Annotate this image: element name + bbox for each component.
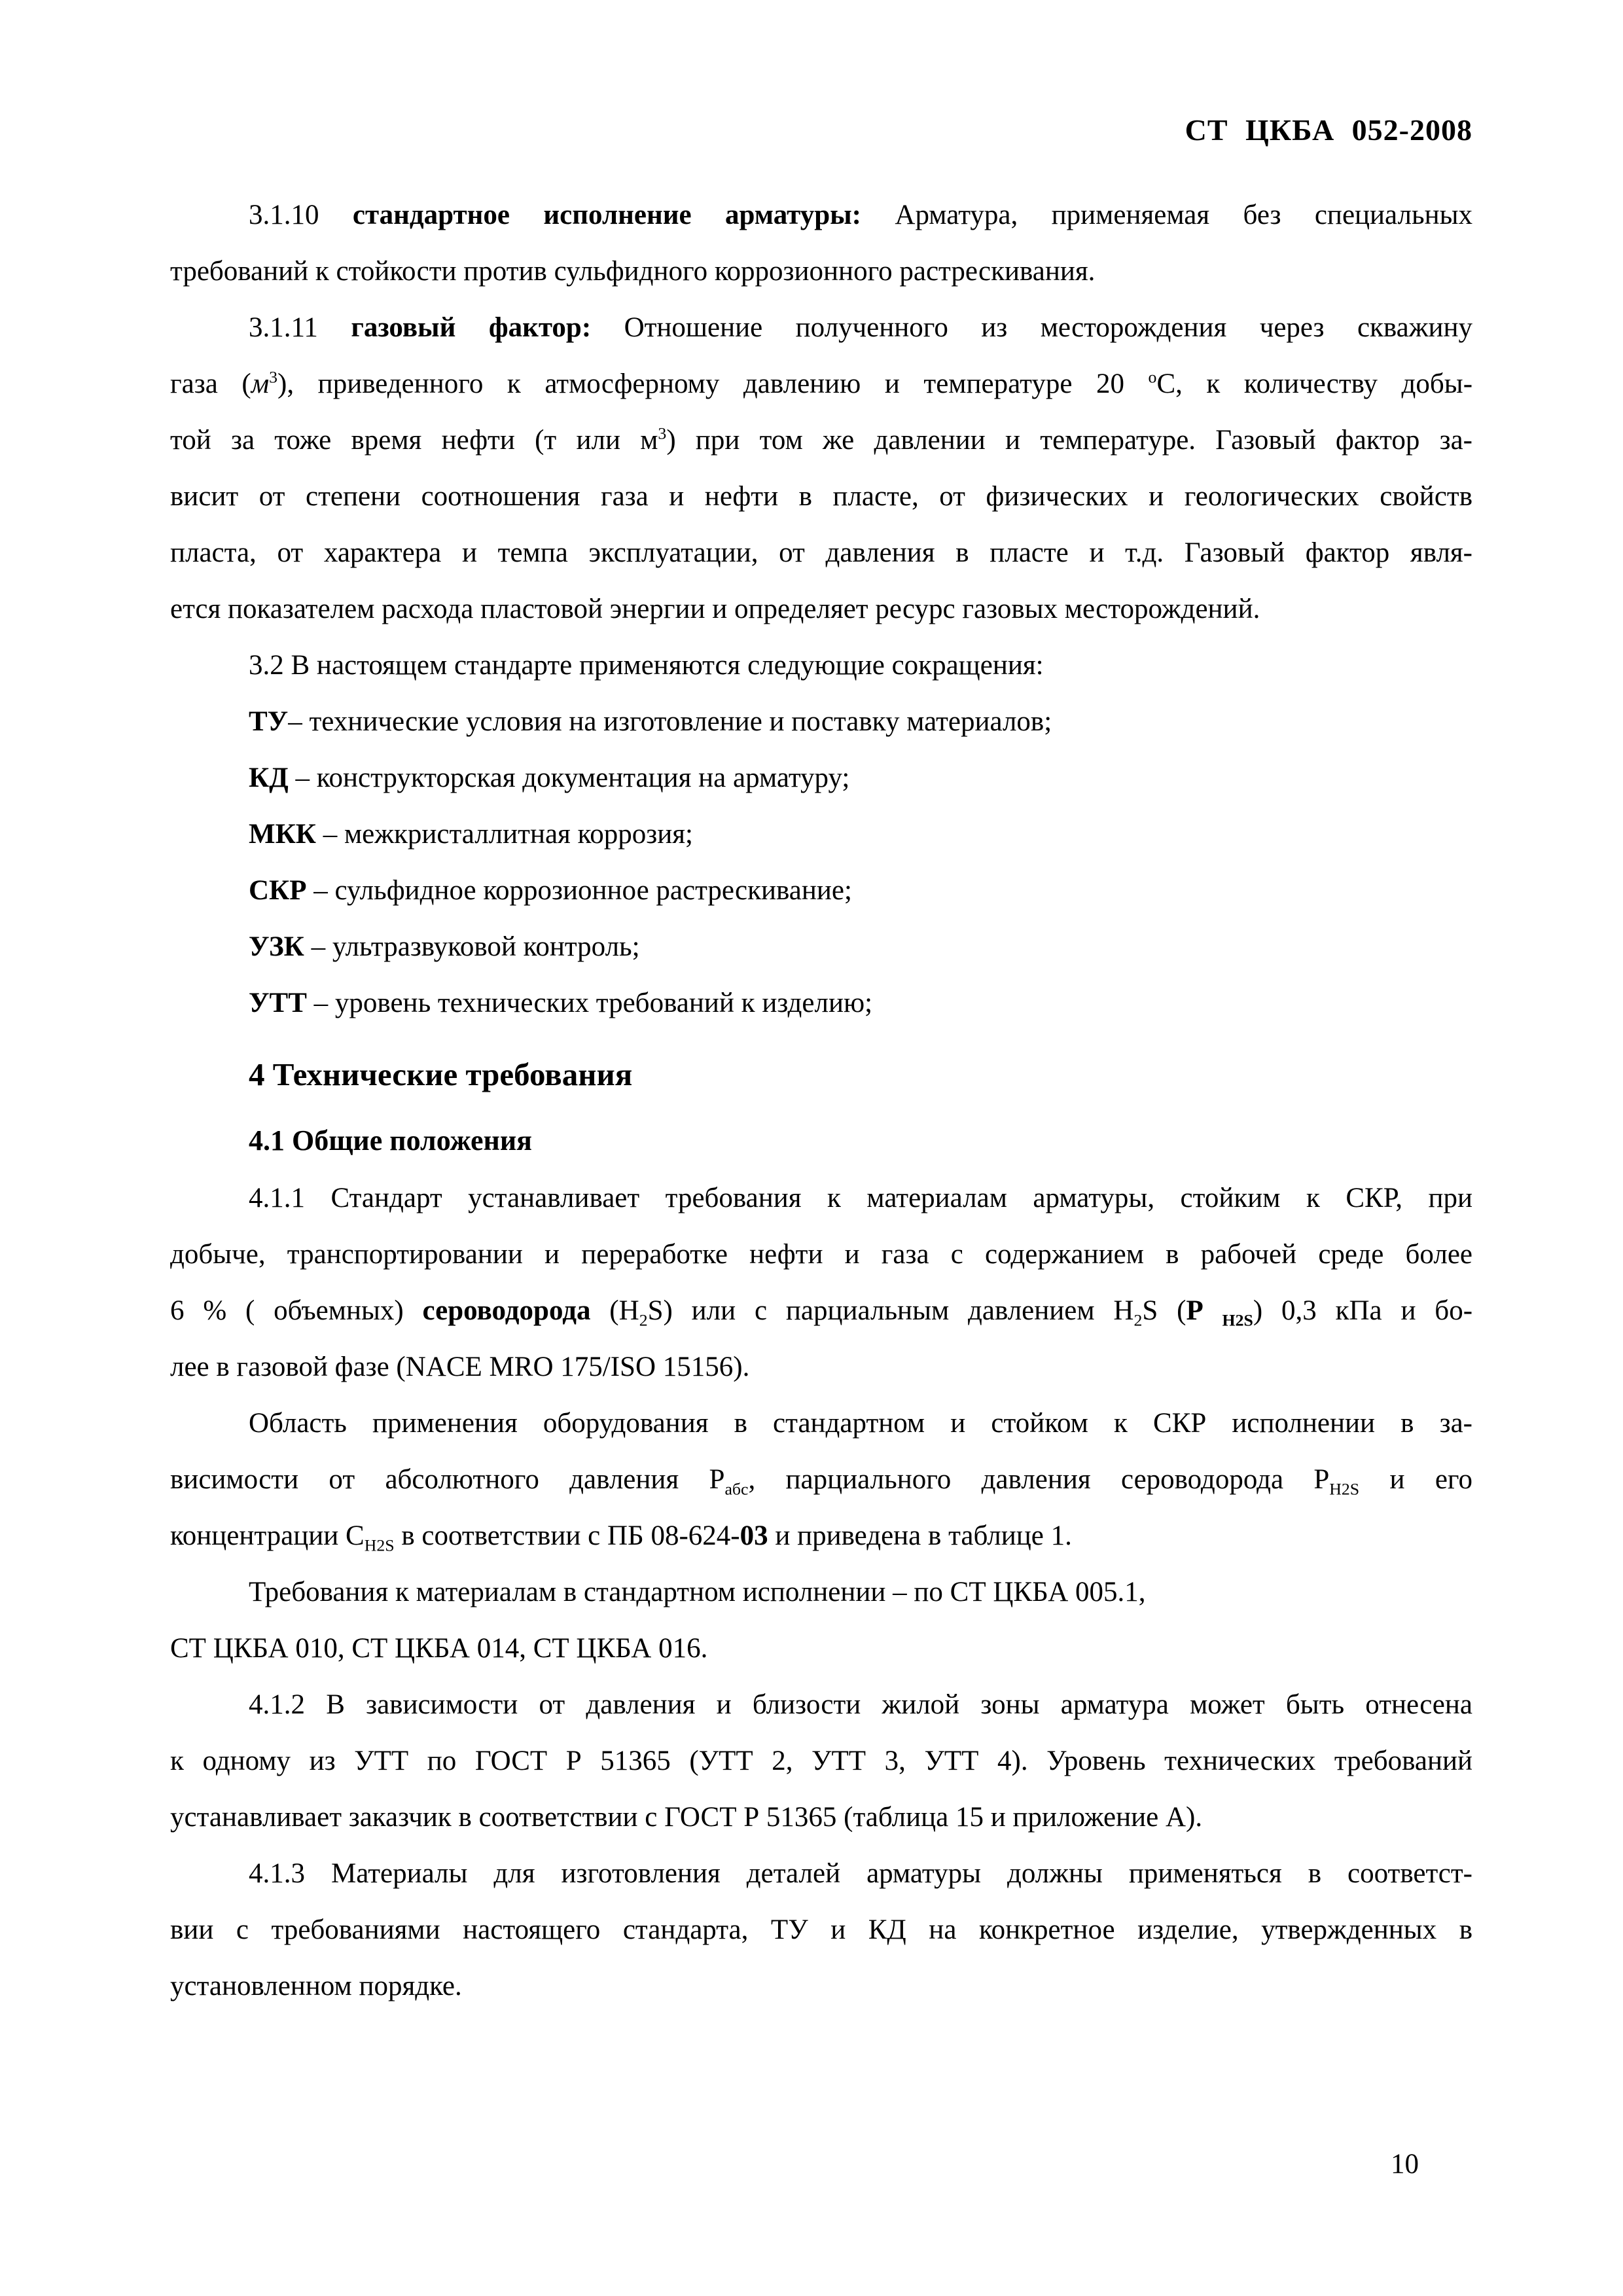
text-line [170,1508,1472,1564]
text-run: – ультразвуковой контроль; [304,931,640,962]
text-run: лее в газовой фазе (NACE MRO 175/ISO 15156). [170,1352,750,1382]
text-run: висимости от абсолютного давления Р [170,1464,725,1495]
text-run: ) при том же давлении и температуре. Газовый фактор за- [666,425,1472,456]
text-run: 3.1.10 [249,200,353,230]
text-line [170,581,1472,637]
text-run: в соответствии с ПБ 08-624- [394,1520,740,1551]
text-run: 3 [658,423,667,443]
document-body [170,187,1472,2015]
text-run: – технические условия на изготовление и поставку материалов; [288,706,1052,737]
clause-4-1-1-materials [170,1564,1472,1677]
text-run: ется показателем расхода пластовой энергии и определяет ресурс газовых месторождений. [170,594,1260,624]
text-run: Р [1186,1295,1222,1326]
text-line [170,1339,1472,1395]
text-run: 03 [740,1520,768,1551]
section-4-1-heading [170,1111,1472,1170]
text-line [170,1043,1472,1106]
text-run: газа ( [170,368,251,399]
abbrev-tu [170,694,1472,750]
section-4-heading [170,1043,1472,1106]
text-line [170,1958,1472,2015]
text-line [170,1677,1472,1733]
text-run: о [1148,367,1157,387]
text-line [170,1227,1472,1283]
text-run: 4.1.2 В зависимости от давления и близости жилой зоны арматура может быть отнесена [249,1689,1472,1720]
abbrev-kd [170,750,1472,806]
text-run: СТ ЦКБА 010, СТ ЦКБА 014, СТ ЦКБА 016. [170,1633,708,1664]
clause-3-2 [170,637,1472,694]
text-run: установленном порядке. [170,1971,462,2001]
abbrev-uzk [170,919,1472,975]
clause-3-1-10 [170,187,1472,300]
text-run: 6 % ( объемных) [170,1295,423,1326]
text-line [170,1452,1472,1508]
text-line [170,750,1472,806]
text-run: (H [590,1295,639,1326]
text-line [170,356,1472,412]
document-header-title: СТ ЦКБА 052-2008 [1185,113,1472,147]
text-run: Н2S [1222,1310,1253,1330]
text-run: висит от степени соотношения газа и нефти в пласте, от физических и геологических свойств [170,481,1472,512]
text-run: – конструкторская документация на арматуру; [288,762,850,793]
text-run: Область применения оборудования в стандартном и стойком к СКР исполнении в за- [249,1408,1472,1439]
text-run: ), приведенного к атмосферному давлению и температуре 20 [277,368,1149,399]
text-run: КД [249,762,289,793]
text-line [170,300,1472,356]
clause-4-1-3 [170,1846,1472,2015]
text-run: – уровень технических требований к изделию; [306,988,873,1018]
abbrev-mkk [170,806,1472,863]
text-run: и приведена в таблице 1. [768,1520,1072,1551]
text-run: 4.1.1 Стандарт устанавливает требования к материалам арматуры, стойким к СКР, при [249,1183,1472,1213]
clause-4-1-2 [170,1677,1472,1846]
text-run: Требования к материалам в стандартном исполнении – по СТ ЦКБА 005.1, [249,1577,1146,1607]
text-run: добыче, транспортировании и переработке нефти и газа с содержанием в рабочей среде более [170,1239,1472,1270]
text-line [170,694,1472,750]
text-run: Отношение полученного из месторождения через скважину [591,312,1472,343]
text-run: МКК [249,819,316,850]
text-run: , парциального давления сероводорода Р [748,1464,1330,1495]
abbrev-utt [170,975,1472,1031]
page-number: 10 [1391,2149,1419,2179]
text-run: сероводорода [422,1295,591,1326]
text-line [170,1564,1472,1621]
clause-4-1-1 [170,1170,1472,1395]
text-run: газовый фактор: [351,312,592,343]
text-line [170,863,1472,919]
clause-4-1-1-scope [170,1395,1472,1564]
text-run: ТУ [249,706,289,737]
text-run: к одному из УТТ по ГОСТ Р 51365 (УТТ 2, УТТ 3, УТТ 4). Уровень технических требований [170,1746,1472,1776]
text-run: и его [1359,1464,1472,1495]
text-line [170,1733,1472,1789]
text-run: СКР [249,875,307,906]
text-run: УТТ [249,988,307,1018]
text-line [170,1170,1472,1227]
text-run: H2S [364,1535,395,1555]
text-run: требований к стойкости против сульфидного коррозионного растрескивания. [170,256,1096,287]
text-run: устанавливает заказчик в соответствии с ГОСТ Р 51365 (таблица 15 и приложение А). [170,1802,1203,1833]
text-run: 4 Технические требования [249,1056,633,1092]
text-line [170,412,1472,469]
text-run: – межкристаллитная коррозия; [315,819,694,850]
text-run: – сульфидное коррозионное растрескивание; [306,875,852,906]
text-run: S) или с парциальным давлением H [647,1295,1134,1326]
text-line [170,637,1472,694]
text-run: 3.1.11 [249,312,351,343]
text-line [170,1395,1472,1452]
text-run: 2 [639,1310,648,1330]
text-run: той за тоже время нефти (т или м [170,425,658,456]
abbrev-skr [170,863,1472,919]
clause-3-1-11 [170,300,1472,637]
text-line [170,806,1472,863]
text-line [170,919,1472,975]
text-line [170,1789,1472,1846]
text-line [170,1846,1472,1902]
text-run: вии с требованиями настоящего стандарта, ТУ и КД на конкретное изделие, утвержденных в [170,1914,1472,1945]
text-line [170,243,1472,300]
text-run: 4.1.3 Материалы для изготовления деталей арматуры должны применяться в соответст- [249,1858,1472,1889]
text-run: Арматура, применяемая без специальных [861,200,1472,230]
text-line [170,975,1472,1031]
text-run: 3.2 В настоящем стандарте применяются следующие сокращения: [249,650,1044,681]
text-line [170,1621,1472,1677]
text-run: абс [724,1479,749,1499]
text-run: 2 [1133,1310,1143,1330]
text-line [170,1283,1472,1339]
text-run: 4.1 Общие положения [249,1124,532,1157]
text-run: УЗК [249,931,304,962]
text-run: 3 [269,367,278,387]
text-line [170,187,1472,243]
text-run: ) 0,3 кПа и бо- [1253,1295,1473,1326]
text-line [170,1111,1472,1170]
text-line [170,525,1472,581]
text-run: м [251,368,270,399]
text-run: С, к количеству добы- [1156,368,1473,399]
text-run: S ( [1142,1295,1186,1326]
text-line [170,1902,1472,1958]
text-run: стандартное исполнение арматуры: [352,200,861,230]
text-run: H2S [1329,1479,1360,1499]
text-run: концентрации С [170,1520,365,1551]
text-run: пласта, от характера и темпа эксплуатации, от давления в пласте и т.д. Газовый фактор явля- [170,537,1472,568]
text-line [170,469,1472,525]
